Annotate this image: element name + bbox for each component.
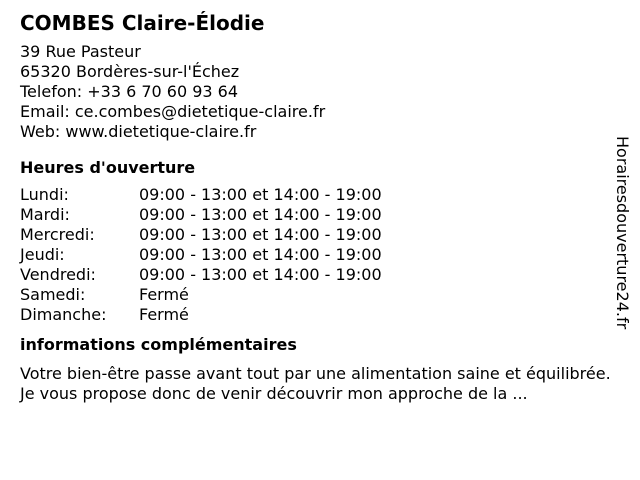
hours-heading: Heures d'ouverture — [20, 158, 196, 177]
info-heading: informations complémentaires — [20, 335, 297, 354]
day-hours: 09:00 - 13:00 et 14:00 - 19:00 — [139, 205, 382, 224]
phone-line: Telefon: +33 6 70 60 93 64 — [20, 82, 239, 101]
day-label: Mercredi: — [20, 225, 95, 244]
day-label: Samedi: — [20, 285, 86, 304]
address-city: 65320 Bordères-sur-l'Échez — [20, 62, 240, 81]
business-card — [20, 10, 620, 404]
business-name: COMBES Claire-Élodie — [20, 11, 265, 35]
web-line: Web: www.dietetique-claire.fr — [20, 122, 257, 141]
hours-row — [20, 305, 620, 325]
day-hours: 09:00 - 13:00 et 14:00 - 19:00 — [139, 225, 382, 244]
day-label: Mardi: — [20, 205, 70, 224]
day-hours: 09:00 - 13:00 et 14:00 - 19:00 — [139, 245, 382, 264]
site-watermark: Horairesdouverture24.fr — [613, 136, 632, 330]
info-description: Votre bien-être passe avant tout par une alimentation saine et équilibrée. Je vous propose donc de venir découvrir mon approche de la ... — [20, 364, 611, 403]
day-label: Lundi: — [20, 185, 69, 204]
day-hours: 09:00 - 13:00 et 14:00 - 19:00 — [139, 185, 382, 204]
day-hours: Fermé — [139, 305, 189, 324]
day-hours: 09:00 - 13:00 et 14:00 - 19:00 — [139, 265, 382, 284]
day-label: Dimanche: — [20, 305, 107, 324]
day-hours: Fermé — [139, 285, 189, 304]
hours-row — [20, 185, 620, 205]
day-label: Vendredi: — [20, 265, 96, 284]
hours-row — [20, 205, 620, 225]
day-label: Jeudi: — [20, 245, 65, 264]
hours-row — [20, 245, 620, 265]
address-street: 39 Rue Pasteur — [20, 42, 141, 61]
hours-row — [20, 285, 620, 305]
hours-row — [20, 265, 620, 285]
hours-row — [20, 225, 620, 245]
opening-hours-table — [20, 185, 620, 325]
email-line: Email: ce.combes@dietetique-claire.fr — [20, 102, 326, 121]
